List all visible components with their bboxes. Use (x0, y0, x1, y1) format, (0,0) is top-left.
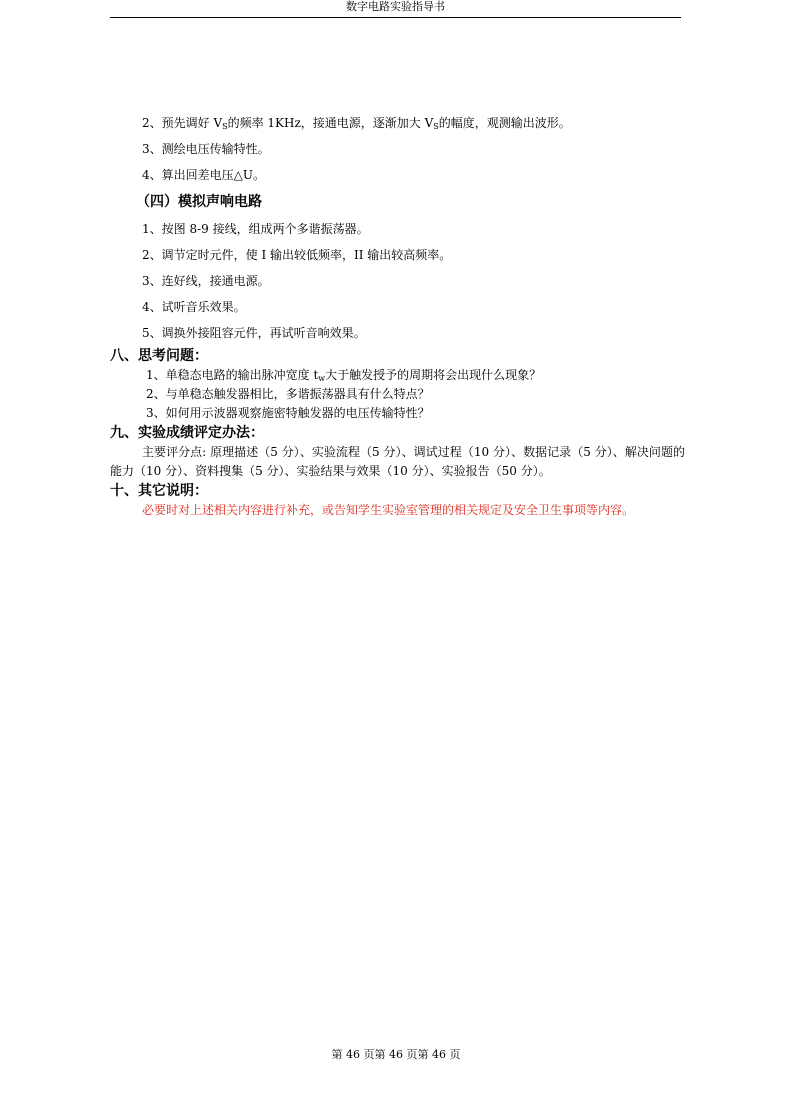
section-10-title: 十、其它说明： (110, 483, 208, 499)
section-4-step-4: 4、试听音乐效果。 (142, 300, 246, 314)
page-content (110, 110, 685, 520)
question-1: 1、单稳态电路的输出脉冲宽度 $t_w$大于触发授予的周期将会出现什么现象？ (146, 368, 542, 383)
section-8-title: 八、思考问题： (110, 348, 208, 364)
section-9-title: 九、实验成绩评定办法： (110, 425, 264, 441)
header-title: 数字电路实验指导书 (346, 0, 445, 13)
page-footer (0, 1046, 792, 1062)
grading-paragraph: 主要评分点: 原理描述（5 分）、实验流程（5 分）、调试过程（10 分）、数据记录（5 分）、解决问题的能力（10 分）、资料搜集（5 分）、实验结果与效果（10 分）、实验报告（50 分）。 (110, 445, 685, 478)
step-4-hysteresis: 4、算出回差电压△U。 (142, 168, 265, 182)
question-3: 3、如何用示波器观察施密特触发器的电压传输特性？ (146, 406, 430, 420)
step-3-transfer-characteristic: 3、测绘电压传输特性。 (142, 142, 270, 156)
section-4-step-2: 2、调节定时元件，使 I 输出较低频率，II 输出较高频率。 (142, 248, 452, 262)
question-2: 2、与单稳态触发器相比，多谐振荡器具有什么特点？ (146, 387, 430, 401)
section-4-step-1: 1、按图 8-9 接线，组成两个多谐振荡器。 (142, 222, 369, 236)
page-number: 第 46 页第 46 页第 46 页 (331, 1048, 461, 1061)
section-4-step-3: 3、连好线，接通电源。 (142, 274, 270, 288)
step-2-adjust-vs: 2、预先调好 $V_S$的频率 1KHz，接通电源，逐渐加大 $V_S$的幅度，观测输出波形。 (142, 116, 571, 131)
page-header (110, 0, 681, 18)
notes-paragraph: 必要时对上述相关内容进行补充，或告知学生实验室管理的相关规定及安全卫生事项等内容。 (142, 503, 635, 517)
section-4-step-5: 5、调换外接阻容元件，再试听音响效果。 (142, 326, 366, 340)
section-4-title: （四）模拟声响电路 (136, 194, 262, 210)
